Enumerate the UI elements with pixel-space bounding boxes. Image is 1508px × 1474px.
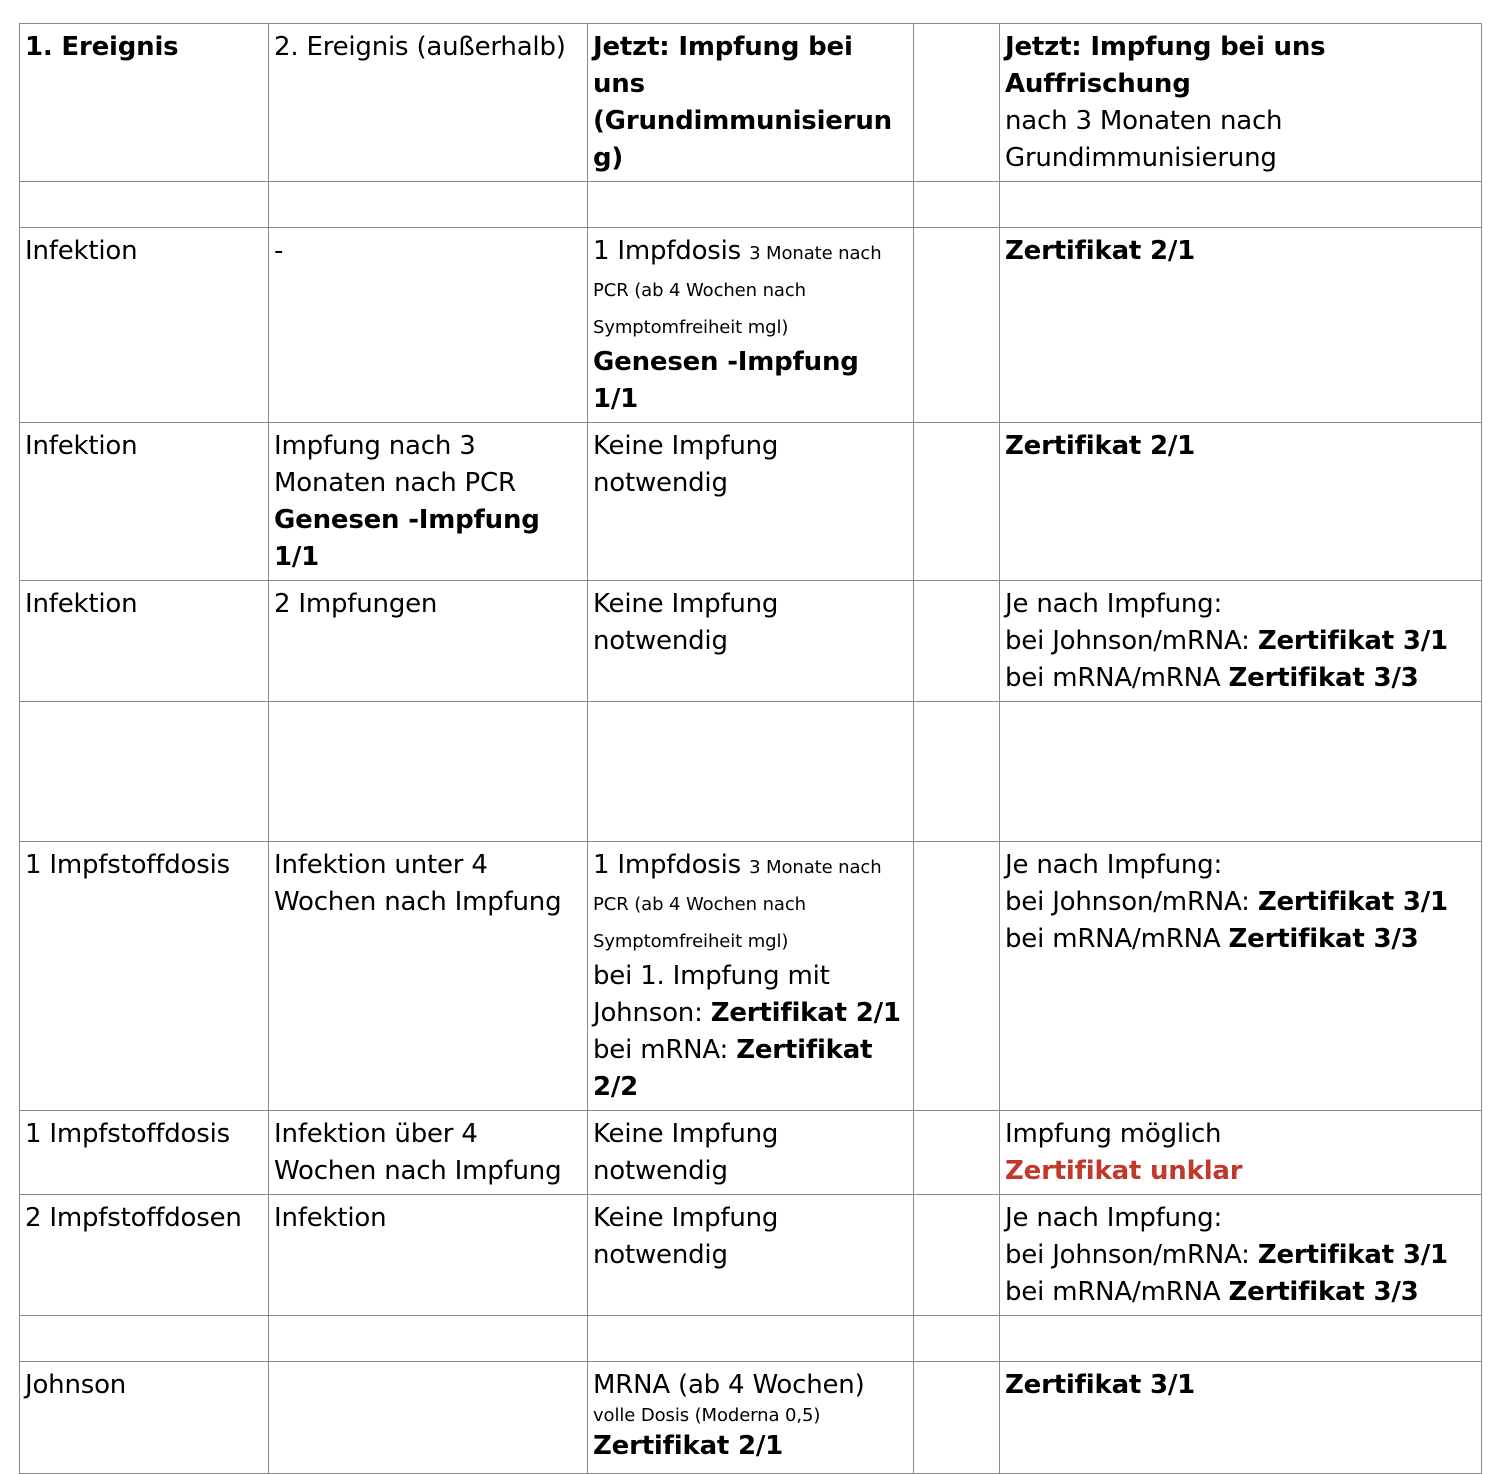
cell-booster <box>1000 842 1482 1111</box>
booster-line-johnson-cert: Zertifikat 3/1 <box>1257 1240 1448 1270</box>
header-booster-subtitle: nach 3 Monaten nach Grundimmunisierung <box>1005 106 1283 173</box>
booster-warning: Zertifikat unklar <box>1005 1156 1243 1186</box>
cell-first-event <box>20 581 269 702</box>
booster-line-mrna-text: bei mRNA/mRNA <box>1005 924 1221 954</box>
second-event-text: Impfung nach 3 Monaten nach PCR <box>274 431 516 498</box>
booster-line-mrna <box>1005 660 1476 697</box>
second-event-text: 2 Impfungen <box>274 589 438 619</box>
cell-second-event <box>269 1195 588 1316</box>
cell-basic-immunization <box>588 423 914 581</box>
dose-text: 1 Impfdosis <box>593 850 741 880</box>
dose-result: Zertifikat 2/1 <box>593 1431 784 1461</box>
cell-booster <box>1000 423 1482 581</box>
empty-cell <box>269 182 588 228</box>
booster-line-mrna-cert: Zertifikat 3/3 <box>1228 1277 1419 1307</box>
table-header-row <box>20 24 1482 182</box>
basic-immunization-text: Keine Impfung notwendig <box>593 589 779 656</box>
cell-booster <box>1000 1362 1482 1474</box>
cell-first-event <box>20 423 269 581</box>
empty-cell <box>914 1111 1000 1195</box>
booster-text: Impfung möglich <box>1005 1119 1222 1149</box>
first-event-text: Infektion <box>25 236 138 266</box>
booster-line-mrna-cert: Zertifikat 3/3 <box>1228 663 1419 693</box>
spacer-row <box>20 1316 1482 1362</box>
empty-cell <box>1000 182 1482 228</box>
second-event-text: Infektion über 4 Wochen nach Impfung <box>274 1119 562 1186</box>
dose-johnson-cert: Zertifikat 2/1 <box>710 998 901 1028</box>
table-row <box>20 1195 1482 1316</box>
booster-certificate: Zertifikat 2/1 <box>1005 431 1196 461</box>
cell-basic-immunization <box>588 228 914 423</box>
booster-line-johnson-text: bei Johnson/mRNA: <box>1005 626 1250 656</box>
booster-line-johnson-text: bei Johnson/mRNA: <box>1005 1240 1250 1270</box>
first-event-text: Infektion <box>25 589 138 619</box>
cell-second-event <box>269 842 588 1111</box>
cell-basic-immunization <box>588 1195 914 1316</box>
empty-cell <box>20 702 269 842</box>
booster-intro: Je nach Impfung: <box>1005 589 1223 619</box>
basic-immunization-text: Keine Impfung notwendig <box>593 1203 779 1270</box>
booster-line-johnson-cert: Zertifikat 3/1 <box>1257 887 1448 917</box>
dose-note: 3 Monate nach PCR (ab 4 Wochen nach Symptomfreiheit mgl) <box>593 857 882 952</box>
header-cell-second-event <box>269 24 588 182</box>
empty-cell <box>20 1316 269 1362</box>
header-cell-booster <box>1000 24 1482 182</box>
first-event-text: Infektion <box>25 431 138 461</box>
booster-line-johnson <box>1005 623 1476 660</box>
dose-note: 3 Monate nach PCR (ab 4 Wochen nach Symptomfreiheit mgl) <box>593 243 882 338</box>
cell-booster <box>1000 228 1482 423</box>
empty-cell <box>914 1362 1000 1474</box>
empty-cell <box>588 1316 914 1362</box>
dose-note: volle Dosis (Moderna 0,5) <box>593 1405 821 1426</box>
cell-second-event <box>269 1362 588 1474</box>
cell-first-event <box>20 1195 269 1316</box>
cell-second-event <box>269 581 588 702</box>
booster-certificate: Zertifikat 2/1 <box>1005 236 1196 266</box>
booster-line-johnson-cert: Zertifikat 3/1 <box>1257 626 1448 656</box>
table-row <box>20 228 1482 423</box>
empty-cell <box>20 182 269 228</box>
cell-basic-immunization <box>588 1362 914 1474</box>
empty-cell <box>914 182 1000 228</box>
cell-second-event <box>269 1111 588 1195</box>
booster-line-mrna-text: bei mRNA/mRNA <box>1005 663 1221 693</box>
spacer-row <box>20 702 1482 842</box>
booster-certificate: Zertifikat 3/1 <box>1005 1370 1196 1400</box>
empty-cell <box>914 1316 1000 1362</box>
empty-cell <box>269 1316 588 1362</box>
second-event-text: Infektion <box>274 1203 387 1233</box>
empty-cell <box>1000 1316 1482 1362</box>
header-cell-first-event <box>20 24 269 182</box>
booster-line-mrna-text: bei mRNA/mRNA <box>1005 1277 1221 1307</box>
first-event-text: 1 Impfstoffdosis <box>25 1119 230 1149</box>
cell-booster <box>1000 1195 1482 1316</box>
first-event-text: 2 Impfstoffdosen <box>25 1203 242 1233</box>
header-first-event: 1. Ereignis <box>25 32 179 62</box>
cell-basic-immunization <box>588 581 914 702</box>
cell-booster <box>1000 581 1482 702</box>
basic-immunization-text: Keine Impfung notwendig <box>593 1119 779 1186</box>
empty-cell <box>914 423 1000 581</box>
cell-first-event <box>20 1362 269 1474</box>
empty-cell <box>914 1195 1000 1316</box>
cell-booster <box>1000 1111 1482 1195</box>
table-row <box>20 581 1482 702</box>
cell-second-event <box>269 423 588 581</box>
dose-text: MRNA (ab 4 Wochen) <box>593 1370 865 1400</box>
booster-line-mrna <box>1005 1274 1476 1311</box>
empty-cell <box>588 182 914 228</box>
booster-intro: Je nach Impfung: <box>1005 850 1223 880</box>
dose-mrna-cert: Zertifikat 2/2 <box>593 1035 873 1102</box>
second-event-text: Infektion unter 4 Wochen nach Impfung <box>274 850 562 917</box>
booster-line-johnson <box>1005 884 1476 921</box>
cell-first-event <box>20 842 269 1111</box>
header-cell-basic-immunization <box>588 24 914 182</box>
cell-basic-immunization <box>588 842 914 1111</box>
booster-line-mrna <box>1005 921 1476 958</box>
booster-line-johnson <box>1005 1237 1476 1274</box>
empty-cell <box>914 702 1000 842</box>
table-row <box>20 842 1482 1111</box>
booster-line-mrna-cert: Zertifikat 3/3 <box>1228 924 1419 954</box>
empty-cell <box>1000 702 1482 842</box>
spacer-row <box>20 182 1482 228</box>
table-row <box>20 1111 1482 1195</box>
first-event-text: Johnson <box>25 1370 127 1400</box>
header-basic-immunization: Jetzt: Impfung bei uns (Grundimmunisierung) <box>593 32 892 173</box>
empty-cell <box>588 702 914 842</box>
basic-immunization-text: Keine Impfung notwendig <box>593 431 779 498</box>
header-cell-empty <box>914 24 1000 182</box>
dose-johnson <box>593 958 908 1032</box>
second-event-result: Genesen -Impfung 1/1 <box>274 505 540 572</box>
cell-first-event <box>20 1111 269 1195</box>
dose-mrna-text: bei mRNA: <box>593 1035 729 1065</box>
header-booster-title: Jetzt: Impfung bei uns Auffrischung <box>1005 32 1326 99</box>
cell-basic-immunization <box>588 1111 914 1195</box>
booster-line-johnson-text: bei Johnson/mRNA: <box>1005 887 1250 917</box>
vaccination-certificate-table <box>19 23 1482 1474</box>
header-second-event: 2. Ereignis (außerhalb) <box>274 32 566 62</box>
cell-second-event <box>269 228 588 423</box>
dose-result: Genesen -Impfung 1/1 <box>593 347 859 414</box>
booster-intro: Je nach Impfung: <box>1005 1203 1223 1233</box>
second-event-text: - <box>274 236 284 266</box>
dose-johnson-text: bei 1. Impfung mit Johnson: <box>593 961 830 1028</box>
dose-text: 1 Impfdosis <box>593 236 741 266</box>
cell-first-event <box>20 228 269 423</box>
dose-mrna <box>593 1032 908 1106</box>
empty-cell <box>914 842 1000 1111</box>
empty-cell <box>914 581 1000 702</box>
table-row <box>20 423 1482 581</box>
table-row <box>20 1362 1482 1474</box>
first-event-text: 1 Impfstoffdosis <box>25 850 230 880</box>
empty-cell <box>269 702 588 842</box>
empty-cell <box>914 228 1000 423</box>
